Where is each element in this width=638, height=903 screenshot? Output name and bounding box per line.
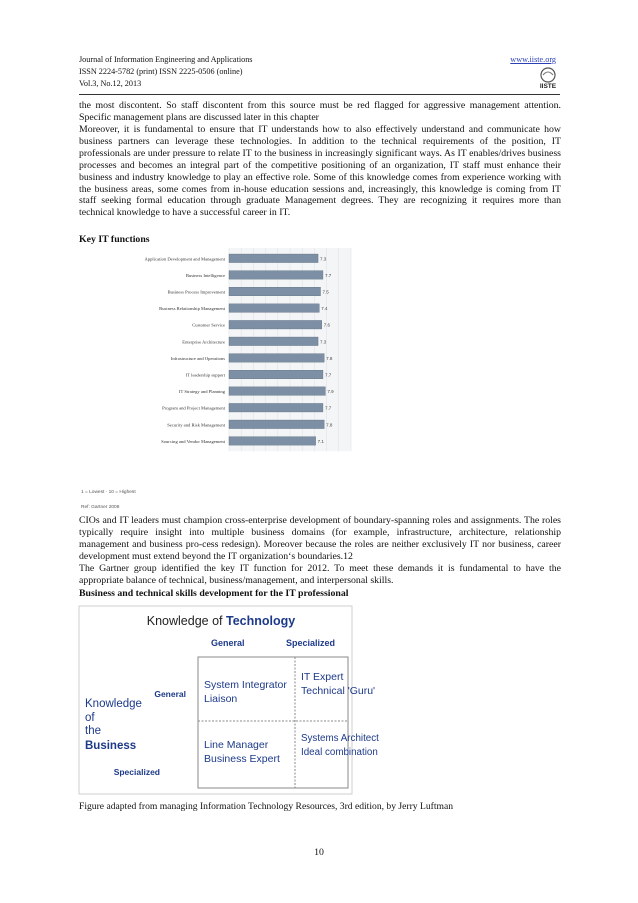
chart-bar [229, 271, 323, 280]
chart-value-label: 7.7 [324, 405, 332, 411]
matrix-side-line-2: of [85, 712, 95, 724]
chart-value-label: 7.3 [320, 256, 327, 262]
paragraph-4: The Gartner group identified the key IT function for 2012. To meet these demands it is fundamental to have the appropriate balance of technical, business/management, and interpersonal skills. [79, 563, 561, 586]
matrix-side-line-1: Knowledge [85, 698, 142, 710]
chart-bar [229, 437, 316, 446]
chart-value-label: 7.6 [323, 322, 330, 328]
chart-source-note: Ref: Gartner 2008 [81, 505, 120, 510]
matrix-row-specialized: Specialized [113, 767, 160, 777]
chart-category-label: Customer Service [192, 322, 225, 328]
chart-bar [229, 420, 324, 429]
chart-value-label: 7.3 [320, 339, 327, 345]
cell-general-specialized-line-2: Technical 'Guru' [301, 685, 376, 697]
chart-value-label: 7.7 [324, 372, 332, 378]
chart-value-label: 7.8 [326, 422, 333, 428]
heading-key-it-functions: Key IT functions [79, 234, 150, 245]
cell-general-general-line-2: Liaison [204, 693, 238, 705]
chart-bar [229, 370, 323, 379]
matrix-side-line-3: the [85, 725, 101, 737]
logo-text: IISTE [539, 83, 557, 90]
cell-specialized-general-line-1: Line Manager [204, 739, 269, 751]
cell-general-specialized-line-1: IT Expert [301, 671, 344, 683]
matrix-top-label: Knowledge of Technology [146, 614, 296, 628]
matrix-row-general: General [154, 689, 186, 699]
chart-value-label: 7.1 [317, 438, 324, 444]
journal-website-link[interactable]: www.iiste.org [510, 55, 556, 64]
journal-title: Journal of Information Engineering and Applications [79, 55, 253, 64]
chart-value-label: 7.7 [324, 272, 332, 278]
chart-value-label: 7.4 [321, 306, 328, 312]
chart-scale-note: 1 = Lowest · 10 = Highest [81, 490, 136, 495]
paragraph-3: CIOs and IT leaders must champion cross-enterprise development of boundary-spanning roles and assignments. The roles typically require insight into multiple business domains (for example, infrastructure, architecture, relationship management and business pro-cess redesign). Moreover because the roles are neither exclusively IT nor business, career development must extend beyond the IT organization‘s boundaries.12 [79, 515, 561, 562]
cell-specialized-specialized-line-1: Systems Architect [301, 733, 379, 744]
chart-category-label: IT leadership support [185, 372, 225, 378]
page-number: 10 [314, 847, 324, 858]
chart-category-label: Business Intelligence [185, 272, 225, 278]
paragraph-1: the most discontent. So staff discontent from this source must be red flagged for aggressive management attention. Specific management plans are discussed later in this chapter [79, 100, 561, 123]
cell-general-general-line-1: System Integrator [204, 679, 287, 691]
paragraph-2: Moreover, it is fundamental to ensure that IT understands how to also effectively understand and communicate how business partners can leverage these technologies. In addition to the technical requirements of the position, IT professionals are under pressure to relate IT to the business in increasingly significant ways. As IT enables/drives business processes and becomes an integral part of the competitive positioning of an organization, IT staff must enhance their business and industry knowledge to play an effective role. Some of this knowledge comes from experience working with the business areas, some comes from in-house education sessions and, increasingly, this knowledge is coming from IT staff seeking formal education through graduate Management degrees. They are recognizing it requires more than technical knowledge to have a successful career in IT. [79, 124, 561, 219]
chart-bar [229, 320, 322, 329]
chart-bar [229, 304, 319, 313]
iiste-logo-icon [536, 66, 560, 90]
matrix-col-specialized: Specialized [285, 638, 335, 648]
chart-bar [229, 337, 318, 346]
chart-bar [229, 403, 323, 412]
cell-specialized-general-line-2: Business Expert [204, 753, 280, 765]
chart-category-label: Security and Risk Management [167, 422, 225, 428]
matrix-col-general: General [211, 638, 245, 648]
chart-category-label: Infrastructure and Operations [170, 355, 225, 361]
chart-category-label: Sourcing and Vendor Management [161, 438, 225, 444]
chart-category-label: Program and Project Management [162, 405, 225, 411]
chart-value-label: 7.9 [327, 389, 334, 395]
journal-issn: ISSN 2224-5782 (print) ISSN 2225-0506 (online) [79, 67, 243, 76]
key-it-functions-chart [79, 248, 354, 513]
header-divider [79, 94, 560, 95]
chart-category-label: IT Strategy and Planning [179, 389, 225, 395]
chart-value-label: 7.5 [322, 289, 329, 295]
chart-category-label: Application Development and Management [144, 256, 225, 262]
figure-caption: Figure adapted from managing Information Technology Resources, 3rd edition, by Jerry Luftman [79, 801, 454, 812]
journal-volume: Vol.3, No.12, 2013 [79, 79, 142, 88]
chart-category-label: Business Relationship Management [159, 306, 225, 312]
chart-bar [229, 287, 321, 296]
chart-value-label: 7.8 [326, 355, 333, 361]
heading-skills-development: Business and technical skills development for the IT professional [79, 588, 349, 599]
cell-specialized-specialized-line-2: Ideal combination [301, 747, 378, 758]
chart-bar [229, 254, 318, 262]
knowledge-matrix-figure [79, 606, 379, 794]
chart-category-label: Enterprise Architecture [182, 339, 225, 345]
chart-category-label: Business Process Improvement [167, 289, 225, 295]
chart-bar [229, 354, 324, 363]
matrix-side-business: Business [85, 740, 137, 752]
chart-bar [229, 387, 325, 396]
